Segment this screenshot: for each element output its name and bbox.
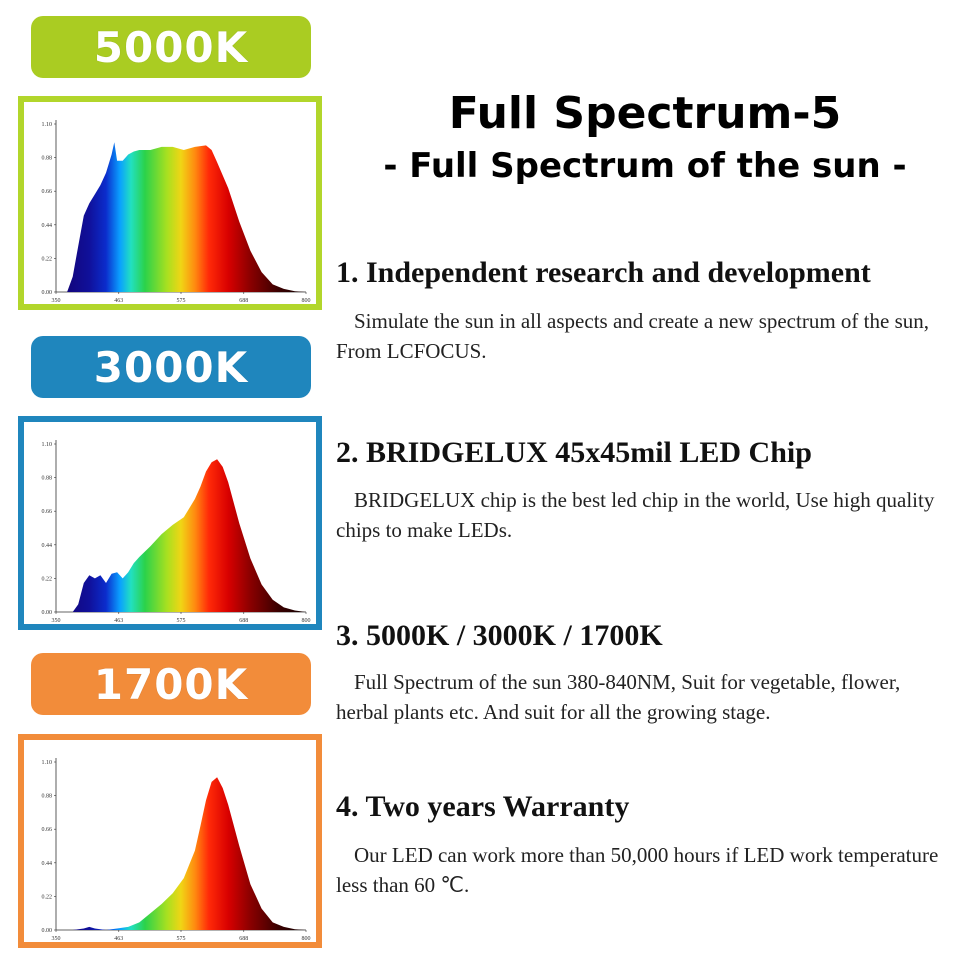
y-tick-label: 1.10 <box>41 442 52 448</box>
y-tick-label: 0.00 <box>41 610 52 616</box>
y-tick-label: 0.22 <box>41 894 52 901</box>
y-tick-label: 0.88 <box>41 155 52 162</box>
spectrum-chart-3000k <box>24 422 328 636</box>
feature-3-heading: 3. 5000K / 3000K / 1700K <box>336 619 663 652</box>
y-tick-label: 1.10 <box>41 122 52 128</box>
feature-3-text <box>336 667 948 727</box>
y-tick-label: 0.88 <box>41 475 52 482</box>
x-tick-label: 688 <box>239 298 249 304</box>
feature-4-text-body: Our LED can work more than 50,000 hours if LED work temperature less than 60 ℃. <box>336 843 939 897</box>
y-tick-label: 0.44 <box>41 542 52 549</box>
spectrum-panel-5000k <box>18 96 322 310</box>
feature-2-text-body: BRIDGELUX chip is the best led chip in the world, Use high quality chips to make LEDs. <box>336 488 935 542</box>
feature-1-text <box>336 306 948 366</box>
feature-3-text-body: Full Spectrum of the sun 380-840NM, Suit for vegetable, flower, herbal plants etc. And suit for all the growing stage. <box>336 670 901 724</box>
x-tick-label: 800 <box>301 618 311 624</box>
x-tick-label: 688 <box>239 618 249 624</box>
spectrum-area-1700K <box>73 777 306 930</box>
y-tick-label: 0.22 <box>41 256 52 263</box>
spectrum-area-5000K <box>67 142 306 292</box>
spectrum-chart-5000k <box>24 102 328 316</box>
badge-3000k: 3000K <box>31 336 311 398</box>
x-tick-label: 350 <box>51 936 61 942</box>
y-tick-label: 0.00 <box>41 928 52 934</box>
y-tick-label: 0.22 <box>41 576 52 583</box>
x-tick-label: 688 <box>239 936 249 942</box>
x-tick-label: 463 <box>114 618 124 624</box>
x-tick-label: 350 <box>51 618 61 624</box>
x-tick-label: 800 <box>301 298 311 304</box>
feature-4-heading: 4. Two years Warranty <box>336 790 630 823</box>
spectrum-panel-3000k <box>18 416 322 630</box>
x-tick-label: 463 <box>114 936 124 942</box>
feature-2-text <box>336 485 948 545</box>
y-tick-label: 0.00 <box>41 290 52 296</box>
x-tick-label: 350 <box>51 298 61 304</box>
x-tick-label: 575 <box>176 298 186 304</box>
y-tick-label: 0.44 <box>41 860 52 867</box>
x-tick-label: 575 <box>176 618 186 624</box>
page-title: Full Spectrum-5 <box>448 88 842 139</box>
feature-1-heading: 1. Independent research and development <box>336 256 871 289</box>
y-tick-label: 0.88 <box>41 793 52 800</box>
feature-1-text-body: Simulate the sun in all aspects and create a new spectrum of the sun, From LCFOCUS. <box>336 309 929 363</box>
y-tick-label: 0.44 <box>41 222 52 229</box>
badge-5000k: 5000K <box>31 16 311 78</box>
y-tick-label: 1.10 <box>41 760 52 766</box>
y-tick-label: 0.66 <box>41 509 52 516</box>
x-tick-label: 575 <box>176 936 186 942</box>
badge-1700k: 1700K <box>31 653 311 715</box>
page-subtitle: - Full Spectrum of the sun - <box>383 146 907 186</box>
x-tick-label: 800 <box>301 936 311 942</box>
feature-4-text <box>336 840 948 900</box>
x-tick-label: 463 <box>114 298 124 304</box>
y-tick-label: 0.66 <box>41 827 52 834</box>
spectrum-chart-1700k <box>24 740 328 954</box>
spectrum-area-3000K <box>73 459 306 612</box>
y-tick-label: 0.66 <box>41 189 52 196</box>
feature-2-heading: 2. BRIDGELUX 45x45mil LED Chip <box>336 436 812 469</box>
spectrum-panel-1700k <box>18 734 322 948</box>
